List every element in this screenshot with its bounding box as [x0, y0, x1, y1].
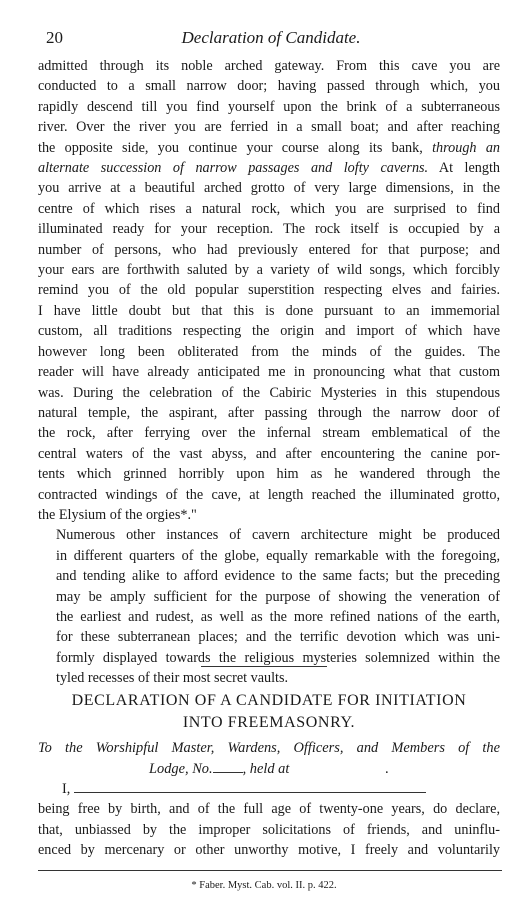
page-number: 20 — [46, 28, 63, 47]
text-line: being free by birth, and of the full age of twenty-one years, do declare, — [38, 801, 500, 818]
heading-line: DECLARATION OF A CANDIDATE FOR INITIATION — [71, 692, 467, 709]
text-line: tyled recesses of their most secret vaults. — [56, 670, 289, 687]
text-line: in different quarters of the globe, equally remarkable with the foregoing, — [56, 547, 500, 564]
text-line: reader will have already anticipated me in pronouncing what that custom — [38, 364, 500, 381]
text-line — [38, 158, 500, 178]
section-divider — [201, 666, 327, 667]
lodge-label: Lodge, No. — [149, 761, 213, 777]
text-line: illuminated ready for your reception. The rock itself is occupied by a — [38, 221, 500, 238]
text-line: however long been obliterated from the minds of the guides. The — [38, 343, 500, 360]
body-text — [38, 56, 500, 689]
text-line — [38, 138, 500, 158]
text-line: was. During the celebration of the Cabiric Mysteries in this stupendous — [38, 384, 500, 401]
address-period: . — [385, 761, 389, 777]
text-line: central waters of the vast abyss, and after encountering the canine por- — [38, 445, 500, 462]
address-line: To the Worshipful Master, Wardens, Officers, and Members of the — [38, 740, 500, 756]
footnote-rule — [38, 870, 502, 871]
italic-phrase: through an — [432, 139, 501, 156]
heading-line: INTO FREEMASONRY. — [182, 714, 356, 731]
location-blank — [289, 772, 385, 773]
text-line: contracted windings of the cave, at length reached the illuminated grotto, — [38, 486, 500, 503]
address-line — [149, 761, 389, 777]
text-line: rapidly descend till you find yourself upon the brink of a subterraneous — [38, 98, 500, 115]
text-line: the Elysium of the orgies*." — [38, 506, 197, 523]
text-line: formly displayed towards the religious mysteries solemnized within the — [56, 649, 500, 666]
text-line: centre of which rises a natural rock, which you are surprised to find — [38, 200, 500, 217]
text-line: that, unbiassed by the improper solicitations of friends, and uninflu- — [38, 821, 500, 838]
text-line: may be amply sufficient for the purpose of showing the veneration of — [56, 588, 500, 605]
page-header — [38, 28, 504, 54]
text-line: enced by mercenary or other unworthy motive, I freely and voluntarily — [38, 842, 500, 859]
text-line: river. Over the river you are ferried in a small boat; and after reaching — [38, 119, 500, 136]
text-line: I have little doubt but that this is done pursuant to an immemorial — [38, 302, 500, 319]
text-line: number of persons, who had previously entered for that purpose; and — [38, 241, 500, 258]
text-line: admitted through its noble arched gateway. From this cave you are — [38, 58, 500, 74]
text-segment: At length — [438, 160, 500, 177]
running-title: Declaration of Candidate. — [181, 28, 361, 47]
declarant-line — [38, 779, 500, 799]
text-line: for these subterranean places; and the terrific devotion which was uni- — [56, 629, 500, 646]
section-heading — [38, 690, 500, 734]
text-line: custom, all traditions respecting the origin and import of which have — [38, 323, 500, 340]
text-line: remind you of the old popular superstition respecting elves and fairies. — [38, 282, 500, 299]
paragraph-cavern-description — [38, 56, 500, 525]
declarant-label: I, — [62, 781, 71, 797]
text-segment: the opposite side, you continue your course along its bank, — [38, 139, 423, 156]
held-at-label: , held at — [242, 761, 290, 777]
text-line: natural temple, the aspirant, after passing through the narrow door of — [38, 404, 500, 421]
text-line: the earliest and rudest, as well as the more refined nations of the earth, — [56, 608, 500, 625]
text-line: the rock, after ferrying over the infernal stream emblematical of the — [38, 425, 500, 442]
text-line: you arrive at a beautiful arched grotto of very large dimensions, in the — [38, 180, 500, 197]
italic-phrase: alternate succession of narrow passages and lofty caverns. — [38, 160, 429, 177]
footnote: * Faber. Myst. Cab. vol. II. p. 422. — [191, 880, 337, 891]
name-blank — [74, 792, 426, 793]
text-line: conducted to a small narrow door; having passed through which, you — [38, 78, 500, 95]
text-line: and tending alike to afford evidence to the same facts; but the preceding — [56, 568, 500, 585]
lodge-number-blank — [213, 772, 243, 773]
text-line: tents which grinned horribly upon him as he wandered through the — [38, 466, 500, 483]
text-line: Numerous other instances of cavern architecture might be produced — [56, 527, 500, 544]
declaration-text — [38, 779, 500, 861]
text-line: your ears are forthwith saluted by a variety of wild songs, which forcibly — [38, 262, 500, 279]
declaration-address — [38, 738, 500, 780]
paragraph-cavern-architecture — [38, 525, 500, 688]
